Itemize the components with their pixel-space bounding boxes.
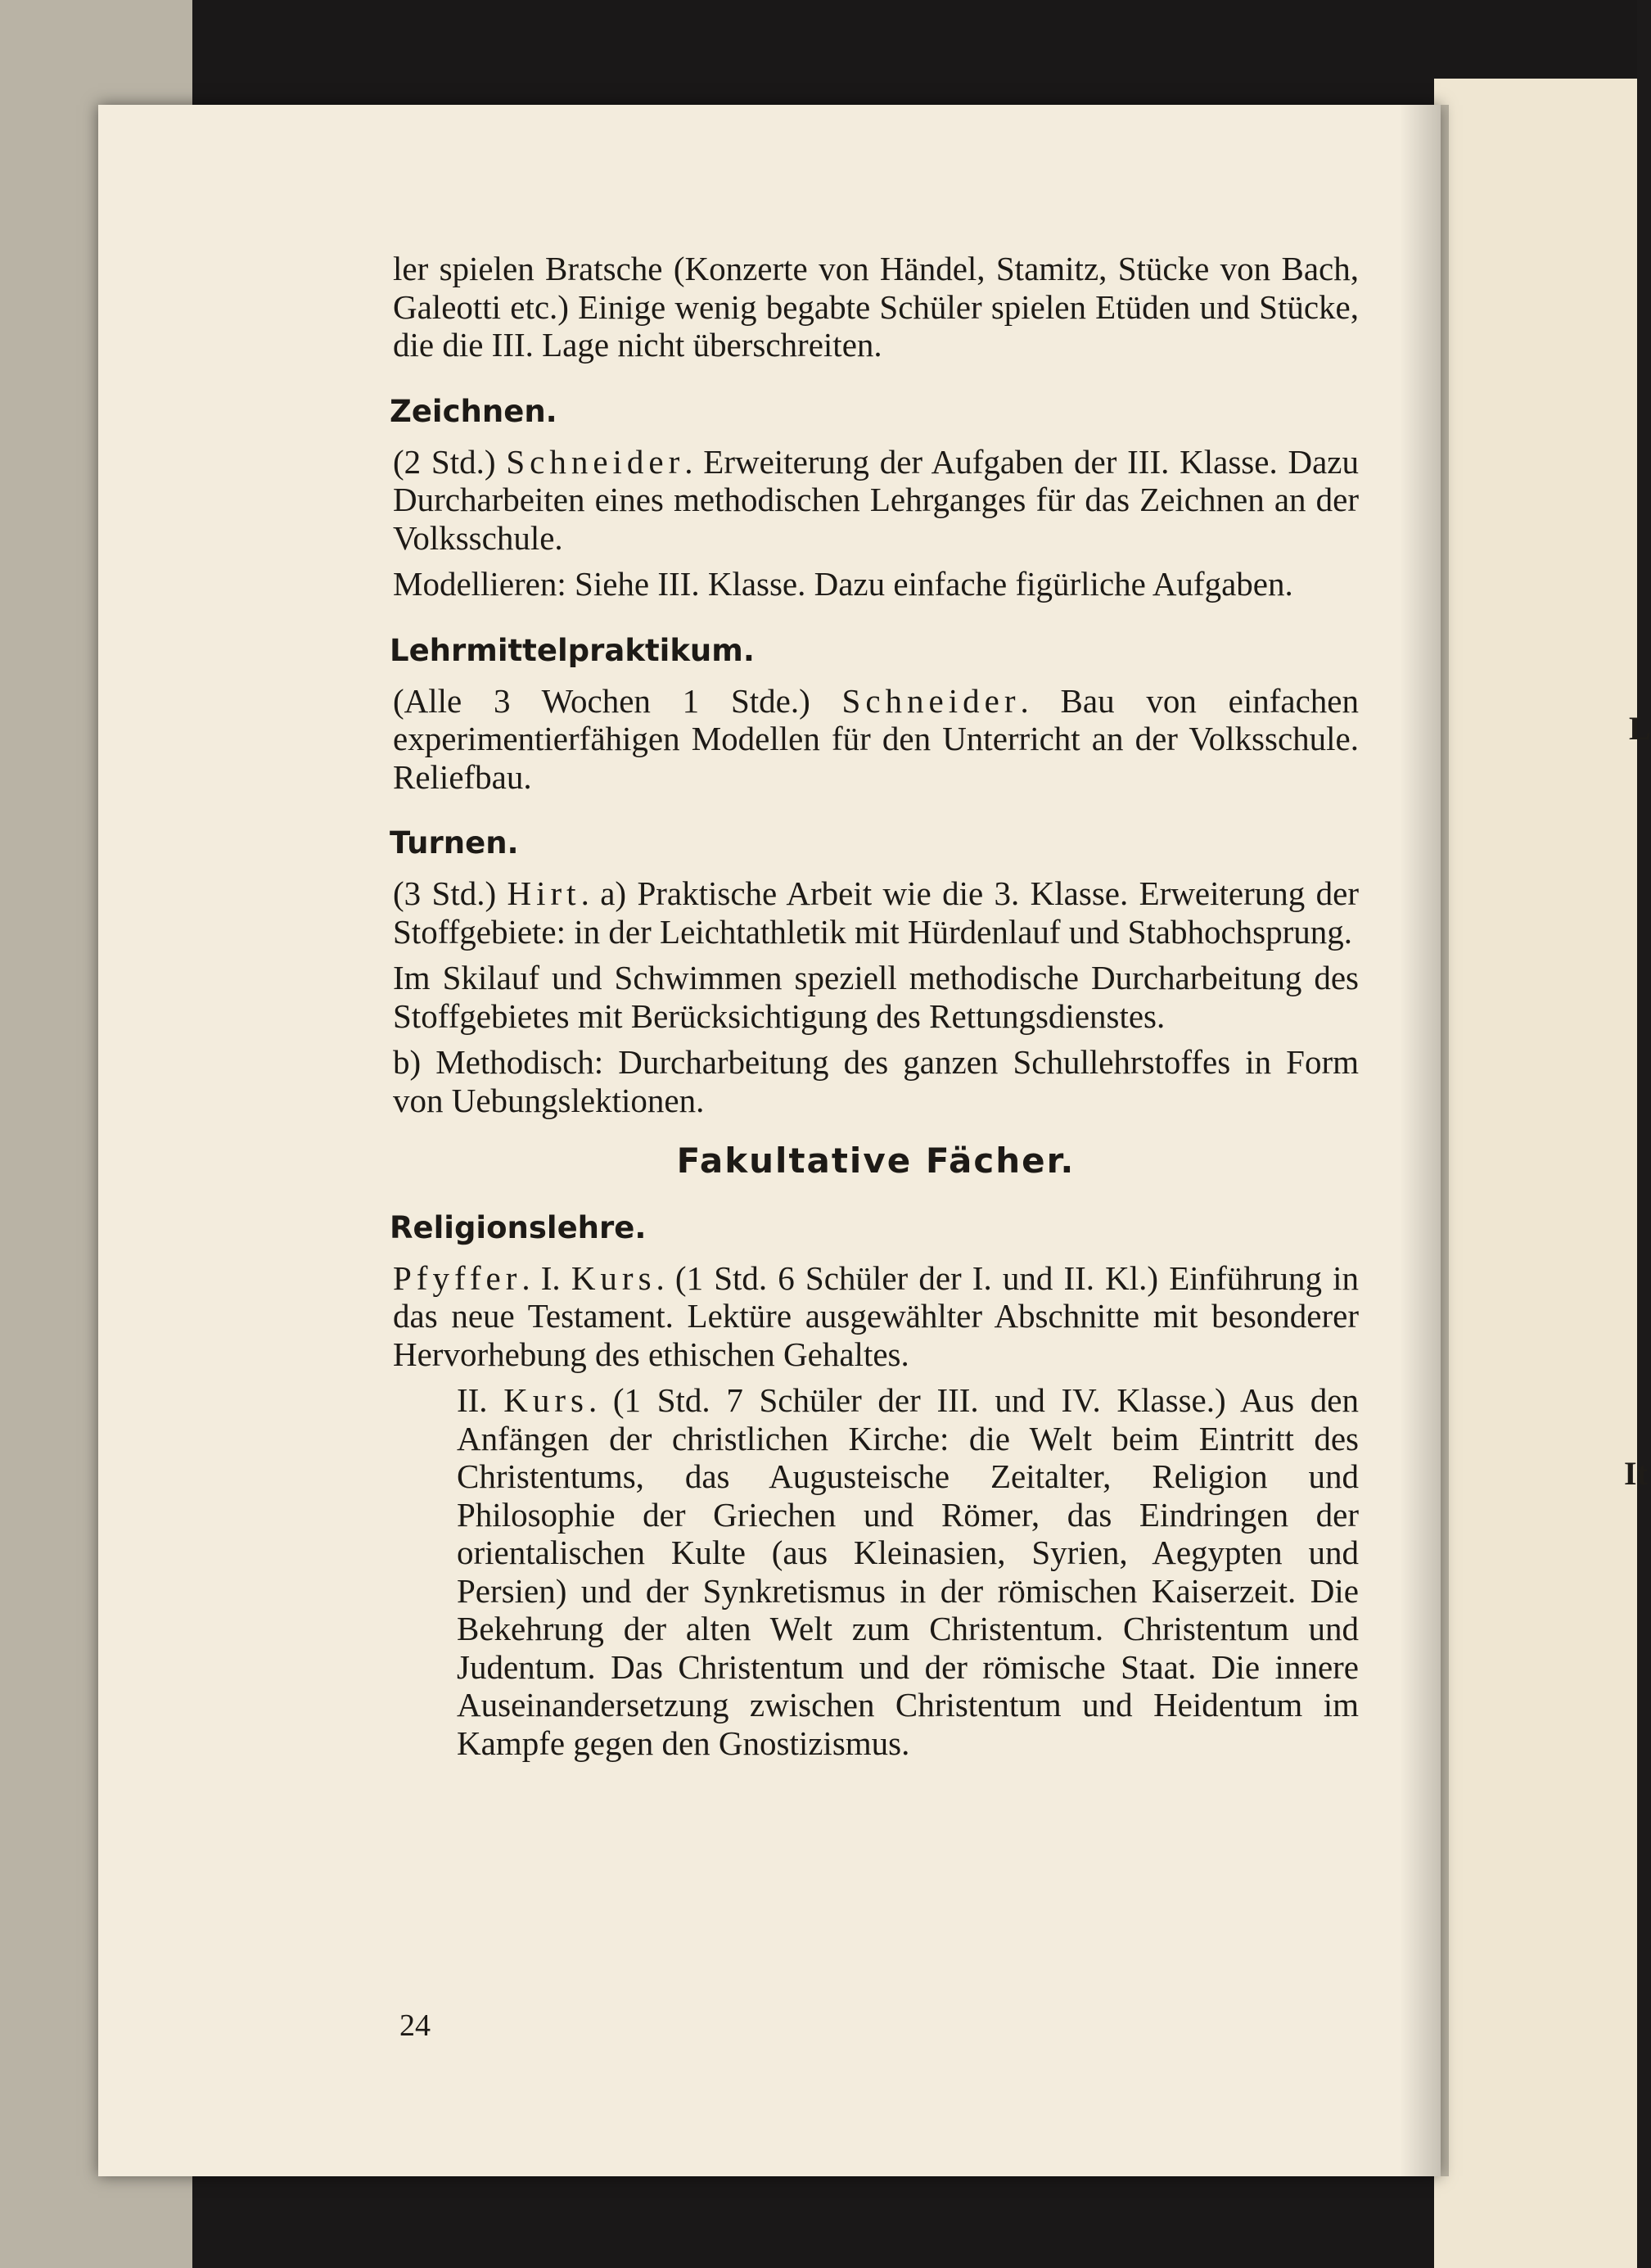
adjacent-page	[1434, 79, 1651, 2268]
paragraph: Modellieren: Siehe III. Klasse. Dazu einfache figürliche Aufgaben.	[393, 565, 1293, 603]
paragraph-text: (2 Std.)	[393, 442, 507, 481]
paragraph-text: . a) Praktische Arbeit wie die 3. Klasse. Erweiterung der Stoffgebiete: in der Leichtathletik mit Hürdenlauf und Stabhochsprung.	[393, 874, 1360, 951]
adjacent-page-fragment: L	[1629, 710, 1651, 747]
page-body	[390, 250, 1360, 1762]
paragraph-text: (3 Std.)	[393, 874, 507, 912]
teacher-name: Schneider	[841, 681, 1021, 720]
paragraph: b) Methodisch: Durcharbeitung des ganzen Schullehrstoffes in Form von Uebungslektionen.	[393, 1043, 1359, 1119]
paragraph	[393, 1381, 1359, 1762]
paragraph	[393, 682, 1359, 797]
paragraph: ler spielen Bratsche (Konzerte von Händel, Stamitz, Stücke von Bach, Galeotti etc.) Einige wenig begabte Schüler spielen Etüden und Stücke, die die III. Lage nicht überschreiten.	[393, 250, 1359, 364]
spine-shadow	[1400, 105, 1449, 2176]
section-title: Fakultative Fächer.	[676, 1141, 1076, 1181]
paragraph-text: . (1 Std. 6 Schüler der I. und II. Kl.) Einführung in das neue Testament. Lektüre ausgewählter Abschnitte mit besonderer Hervorhebung des ethischen Gehaltes.	[393, 1258, 1360, 1373]
paragraph	[393, 874, 1359, 951]
teacher-name: Kurs	[503, 1381, 589, 1419]
paragraph-text: II.	[457, 1381, 504, 1419]
teacher-name: Hirt	[507, 874, 581, 912]
paragraph	[393, 1259, 1359, 1374]
subject-heading: Zeichnen.	[390, 393, 557, 429]
adjacent-page-fragment: It	[1624, 1455, 1648, 1492]
paragraph: Im Skilauf und Schwimmen speziell methodische Durcharbeitung des Stoffgebietes mit Berücksichtigung des Rettungsdienstes.	[393, 959, 1359, 1035]
paragraph-text: . (1 Std. 7 Schüler der III. und IV. Klasse.) Aus den Anfängen der christlichen Kirche: die Welt beim Eintritt des Christentums, das Augusteische Zeitalter, Religion und Philosophie der Griechen und Römer, das Eindringen der orientalischen Kulte (aus Kleinasien, Syrien, Aegypten und Persien) und der Synkretismus in der römischen Kaiserzeit. Die Bekehrung der alten Welt zum Christentum. Christentum und Judentum. Das Christentum und der römische Staat. Die innere Auseinandersetzung zwischen Christentum und Heidentum im Kampfe gegen den Gnostizismus.	[457, 1381, 1359, 1762]
teacher-name: Pfyffer	[393, 1258, 522, 1297]
paragraph-text: . Bau von einfachen experimentierfähigen Modellen für den Unterricht an der Volksschule. Reliefbau.	[393, 681, 1359, 796]
paragraph-text: . Erweiterung der Aufgaben der III. Klasse. Dazu Durcharbeiten eines methodischen Lehrganges für das Zeichnen an der Volksschule.	[393, 442, 1359, 557]
subject-heading: Religionslehre.	[390, 1209, 647, 1245]
subject-heading: Lehrmittelpraktikum.	[390, 632, 755, 668]
course-label: Kurs	[571, 1258, 656, 1297]
teacher-name: Schneider	[506, 442, 685, 481]
paragraph-text: . I.	[521, 1258, 571, 1297]
paragraph-text: (Alle 3 Wochen 1 Stde.)	[393, 681, 842, 720]
page-number: 24	[399, 2008, 431, 2043]
paragraph	[393, 443, 1359, 558]
subject-heading: Turnen.	[390, 825, 519, 861]
